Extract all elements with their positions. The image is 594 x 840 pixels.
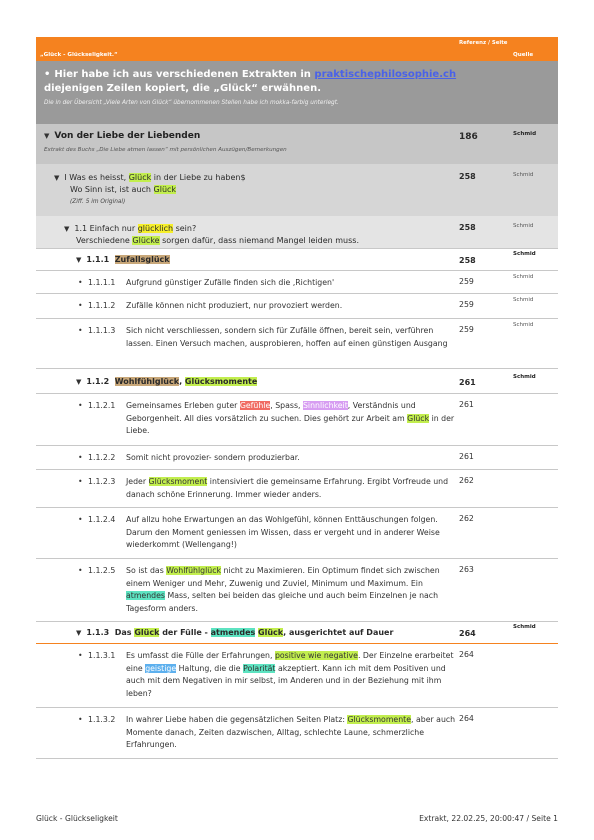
section-row[interactable] [36, 164, 558, 216]
highlight: glücklich [137, 224, 174, 233]
subsection-number: 1.1.3 [86, 628, 110, 637]
item-text: akzeptiert. Kann ich mit dem Positiven und auch mit dem Negativen in mir selbst, im Anderen und in der Beziehung mit ihm leben? [126, 663, 446, 698]
ref-page: 263 [459, 565, 474, 574]
section-text: , ausgerichtet auf Dauer [283, 628, 394, 637]
section-row[interactable] [36, 124, 558, 164]
section-text: sein? [173, 224, 197, 233]
item-number: • 1.1.2.4 [88, 514, 115, 527]
ref-page: 258 [459, 223, 476, 232]
collapse-triangle-icon[interactable]: ▼ [76, 629, 82, 637]
highlight: Glücke [132, 236, 160, 245]
subsection-row[interactable] [36, 369, 558, 394]
item-text: Aufgrund günstiger Zufälle finden sich die ‚Richtigen' [126, 278, 335, 287]
highlight: Zufallsglück [114, 255, 170, 264]
source-link[interactable]: praktischephilosophie.ch [314, 69, 457, 80]
section-row[interactable] [36, 216, 558, 249]
item-text: Gemeinsames Erleben guter [126, 401, 240, 410]
highlight: geistige [145, 663, 177, 673]
source: Schmid [513, 131, 537, 137]
source: Schmid [513, 274, 534, 280]
item-text: intensiviert die gemeinsame Erfahrung. Ergibt Vorfreude und danach schöne Erinnerung. Immer wieder anders. [126, 477, 449, 499]
item-number: • 1.1.1.3 [88, 325, 115, 338]
item-text: Sich nicht verschliessen, sondern sich für Zufälle öffnen, bereit sein, verführen lassen. Einen Versuch machen, ausprobieren, hoffen auf einen günstigen Ausgang [126, 326, 448, 348]
source: Schmid [513, 297, 534, 303]
item-number: • 1.1.2.5 [88, 565, 115, 578]
section-text: Das [114, 628, 135, 637]
ref-page: 261 [459, 452, 474, 461]
item-text: Haltung, die die [176, 663, 244, 673]
section-title: Von der Liebe der Liebenden [54, 131, 201, 141]
subsection-row[interactable] [36, 622, 558, 644]
list-item [36, 394, 558, 446]
collapse-triangle-icon[interactable]: ▼ [76, 378, 82, 386]
table-header [36, 37, 558, 61]
highlight: Glücksmomente [184, 377, 258, 386]
list-item [36, 708, 558, 759]
item-text: In wahrer Liebe haben die gegensätzlichen Seiten Platz: [126, 715, 348, 724]
section-text: , [179, 377, 185, 386]
list-item [36, 271, 558, 294]
section-text: Verschiedene [76, 236, 133, 245]
item-text: , aber auch Momente danach, Zeiten dazwischen, Alltag, schlechte Laune, schmerzliche Erfahrungen. [126, 715, 456, 749]
highlight: Glücksmomente [347, 715, 412, 724]
ref-page: 264 [459, 650, 474, 659]
highlight: Glück [258, 628, 284, 637]
collapse-triangle-icon[interactable]: ▼ [54, 174, 60, 182]
item-text: . Der Einzelne erarbeitet eine [126, 651, 454, 673]
item-number: • 1.1.2.1 [88, 400, 115, 413]
item-text: nicht zu Maximieren. Ein Optimum findet sich zwischen einem Weniger und Mehr, Zuwenig und Zuviel, Minimum und Maximum. Ein [126, 566, 440, 588]
header-src-label: Quelle [513, 52, 534, 58]
list-item [36, 446, 558, 470]
highlight: Glück [134, 628, 160, 637]
highlight: Polarität [243, 663, 276, 673]
item-text: Somit nicht provozier- sondern produzierbar. [126, 453, 300, 462]
item-text: Auf allzu hohe Erwartungen an das Wohlgefühl, können Enttäuschungen folgen. Darum den Moment geniessen im Wissen, dass er vergeht und in anderer Weise wiederkommt (Wellengang!) [126, 515, 440, 549]
item-number: • 1.1.1.2 [88, 300, 115, 313]
source: Schmid [513, 251, 536, 257]
highlight: Glück [407, 413, 430, 423]
item-number: • 1.1.2.2 [88, 452, 115, 465]
footer-left: Glück - Glückseligkeit [36, 814, 118, 823]
ref-page: 264 [459, 714, 474, 723]
list-item [36, 294, 558, 319]
highlight: Glück [153, 185, 177, 194]
ref-page: 262 [459, 514, 474, 523]
header-ref-label: Referenz / Seite [459, 40, 508, 46]
item-text: So ist das [126, 566, 167, 575]
intro-text-a: Hier habe ich aus verschiedenen Extrakten in [54, 69, 315, 80]
section-text: Wo Sinn ist, ist auch [70, 185, 154, 194]
item-text: Jeder [126, 477, 149, 486]
section-text: in der Liebe zu haben$ [151, 173, 246, 182]
collapse-triangle-icon[interactable]: ▼ [64, 225, 70, 233]
intro-note: Die in der Übersicht „Viele Arten von Glück“ übernommenen Stellen habe ich mokka-farbig unterlegt. [44, 100, 339, 106]
intro-text-b: diejenigen Zeilen kopiert, die „Glück“ erwähnen. [44, 83, 321, 94]
subsection-row[interactable] [36, 249, 558, 271]
collapse-triangle-icon[interactable]: ▼ [76, 256, 82, 264]
section-text: sorgen dafür, dass niemand Mangel leiden muss. [159, 236, 359, 245]
item-text: , Verständnis und Geborgenheit. All dies vorsätzlich zu suchen. Dies gehört zur Arbeit am [126, 401, 416, 423]
ref-page: 261 [459, 400, 474, 409]
section-text: I Was es heisst, [64, 173, 129, 182]
ref-page: 259 [459, 300, 474, 309]
subsection-number: 1.1.1 [86, 255, 110, 264]
document-table [36, 37, 558, 759]
item-number: • 1.1.3.2 [88, 714, 115, 727]
ref-page: 258 [459, 256, 476, 265]
ref-page: 258 [459, 172, 476, 181]
source: Schmid [513, 172, 534, 178]
highlight: atmendes [210, 628, 256, 637]
section-text: der Fülle - [159, 628, 211, 637]
list-item [36, 319, 558, 369]
highlight: Glück [128, 173, 152, 182]
bullet-icon: • [44, 69, 51, 80]
highlight: Glücksmoment [148, 477, 208, 486]
section-note: (Ziff. 5 im Original) [70, 199, 126, 205]
highlight: Wohlfühlglück [166, 566, 222, 575]
ref-page: 186 [459, 132, 478, 142]
source: Schmid [513, 223, 534, 229]
item-number: • 1.1.1.1 [88, 277, 115, 290]
item-text: Es umfasst die Fülle der Erfahrungen, [126, 651, 275, 660]
source: Schmid [513, 374, 536, 380]
subsection-number: 1.1.2 [86, 377, 110, 386]
section-text: 1.1 Einfach nur [74, 224, 138, 233]
item-text: in der Liebe. [126, 413, 455, 435]
item-number: • 1.1.2.3 [88, 476, 115, 489]
item-number: • 1.1.3.1 [88, 650, 115, 663]
ref-page: 264 [459, 629, 476, 638]
highlight: Gefühle [239, 401, 271, 410]
page-footer [36, 814, 558, 823]
highlight: atmendes [126, 591, 165, 600]
collapse-triangle-icon[interactable]: ▼ [44, 132, 50, 140]
list-item [36, 559, 558, 622]
list-item [36, 508, 558, 559]
ref-page: 259 [459, 325, 474, 334]
list-item [36, 470, 558, 508]
highlight: Wohlfühlglück [114, 377, 180, 386]
ref-page: 262 [459, 476, 474, 485]
item-text: Mass, selten bei beiden das gleiche und auch beim Einzelnen je nach Tagesform anders. [126, 591, 439, 613]
header-title: „Glück - Glückseligkeit.“ [40, 52, 118, 58]
section-subtitle: Extrakt des Buchs „Die Liebe atmen lassen“ mit persönlichen Auszügen/Bemerkungen [44, 147, 287, 153]
intro-block [36, 61, 558, 124]
highlight: Sinnlichkeit [302, 401, 348, 410]
source: Schmid [513, 624, 536, 630]
item-text: , Spass, [270, 401, 303, 410]
highlight: positive wie negative [274, 651, 358, 660]
ref-page: 259 [459, 277, 474, 286]
ref-page: 261 [459, 378, 476, 387]
list-item [36, 644, 558, 708]
source: Schmid [513, 322, 534, 328]
item-text: Zufälle können nicht produziert, nur provoziert werden. [126, 301, 343, 310]
footer-right: Extrakt, 22.02.25, 20:00:47 / Seite 1 [419, 814, 558, 823]
